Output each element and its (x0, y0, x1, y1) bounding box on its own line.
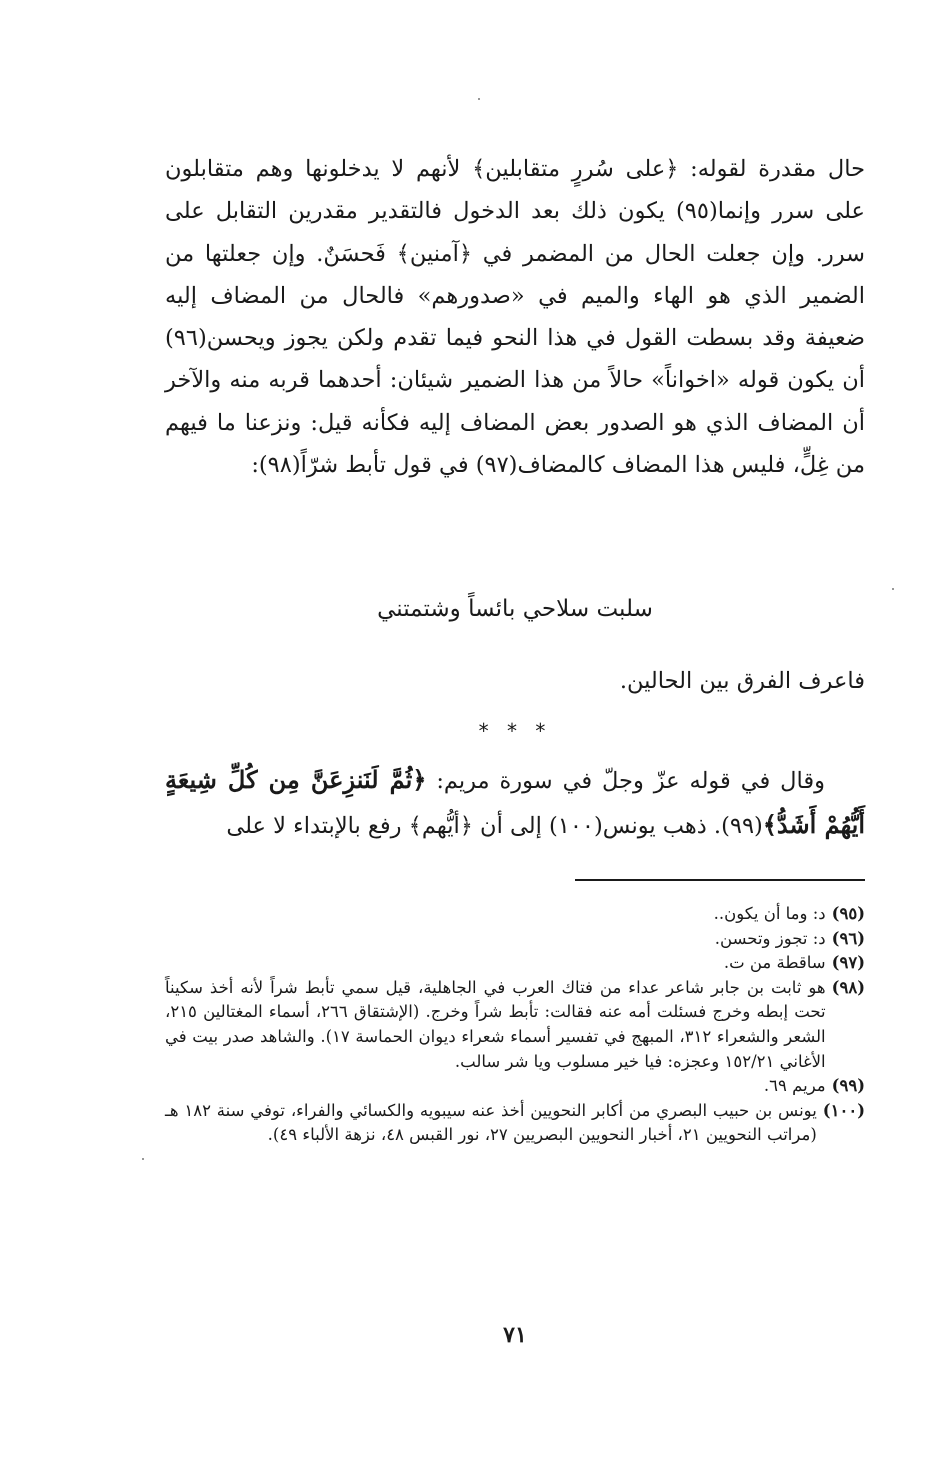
main-paragraph (165, 148, 865, 486)
poetry-verse: سلبت سلاحي بائساً وشتمتني (377, 596, 653, 622)
footnote-text: ساقطة من ت. (723, 953, 826, 973)
footnote-number: (٩٧) (831, 953, 865, 973)
footnote-95 (165, 902, 865, 927)
footnote-100 (165, 1099, 865, 1148)
scan-speck (478, 98, 480, 100)
scan-speck (142, 1158, 144, 1160)
footnote-96 (165, 927, 865, 952)
footnote-97 (165, 951, 865, 976)
footnote-text: د: وما أن يكون.. (713, 904, 826, 923)
second-paragraph (165, 758, 865, 848)
footnote-number: (٩٩) (831, 1076, 865, 1096)
footnote-98 (165, 976, 865, 1074)
footnote-99 (165, 1074, 865, 1099)
quran-quote: ﴿ثُمَّ لَنَنزِعَنَّ مِن كُلِّ شِيعَةٍ أَيُّهُمْ أَشَدُّ﴾ (165, 765, 865, 839)
footnote-text: يونس بن حبيب البصري من أكابر النحويين أخذ عنه سيبويه والكسائي والفراء، توفي سنة ١٨٢ هـ (مراتب النحويين ٢١، أخبار النحويين البصريين ٢٧، نور القبس ٤٨، نزهة الألباء ٤٩). (165, 1100, 817, 1145)
paragraph-2-intro: وقال في قوله عزّ وجلّ في سورة مريم: (426, 768, 825, 794)
paragraph-2-rest: (٩٩). ذهب يونس(١٠٠) إلى أن ﴿أيُّهم﴾ رفع بالإبتداء لا على (226, 813, 763, 839)
footnote-text: هو ثابت بن جابر شاعر عداء من فتاك العرب في الجاهلية، قيل سمي تأبط شراً لأنه أخذ سكيناً تحت إبطه وخرج فسئلت أمه عنه فقالت: تأبط شراً وخرج. (الإشتقاق ٢٦٦، أسماء المغتالين ٢١٥، الشعر والشعراء ٣١٢، المبهج في تفسير أسماء شعراء ديوان الحماسة ١٧). والشاهد صدر بيت في الأغاني ١٥٢/٢١ وعجزه: فيا خير مسلوب ويا شر سالب. (165, 977, 826, 1071)
footnote-number: (٩٨) (831, 977, 865, 997)
footnote-number: (١٠٠) (822, 1100, 865, 1120)
scan-speck (892, 588, 894, 590)
paragraph-1: حال مقدرة لقوله: ﴿على سُررٍ متقابلين﴾ لأنهم لا يدخلونها وهم متقابلون على سرر وإنما(٩٥) يكون ذلك بعد الدخول فالتقدير مقدرين التقابل على سرر. وإن جعلت الحال من المضمر في ﴿آمنين﴾ فَحسَنٌ. وإن جعلتها من الضمير الذي هو الهاء والميم في «صدورهم» فالحال من المضاف إليه ضعيفة وقد بسطت القول في هذا النحو فيما تقدم ولكن يجوز ويحسن(٩٦) أن يكون قوله «اخواناً» حالاً من هذا الضمير شيئان: أحدهما قربه منه والآخر أن المضاف الذي هو الصدور بعض المضاف إليه فكأنه قيل: ونزعنا ما فيهم من غِلٍّ، فليس هذا المضاف كالمضاف(٩٧) في قول تأبط شرّاً(٩٨): (165, 156, 865, 479)
page-number: ٧١ (503, 1322, 527, 1348)
section-separator: * * * (478, 719, 552, 743)
footnote-number: (٩٦) (831, 928, 865, 948)
footnote-text: مريم ٦٩. (763, 1076, 826, 1096)
footnote-text: د: تجوز وتحسن. (714, 928, 826, 948)
footnote-divider (575, 879, 865, 881)
footnotes (165, 902, 865, 1148)
footnote-number: (٩٥) (831, 904, 865, 923)
conclusion-line: فاعرف الفرق بين الحالين. (619, 668, 865, 694)
